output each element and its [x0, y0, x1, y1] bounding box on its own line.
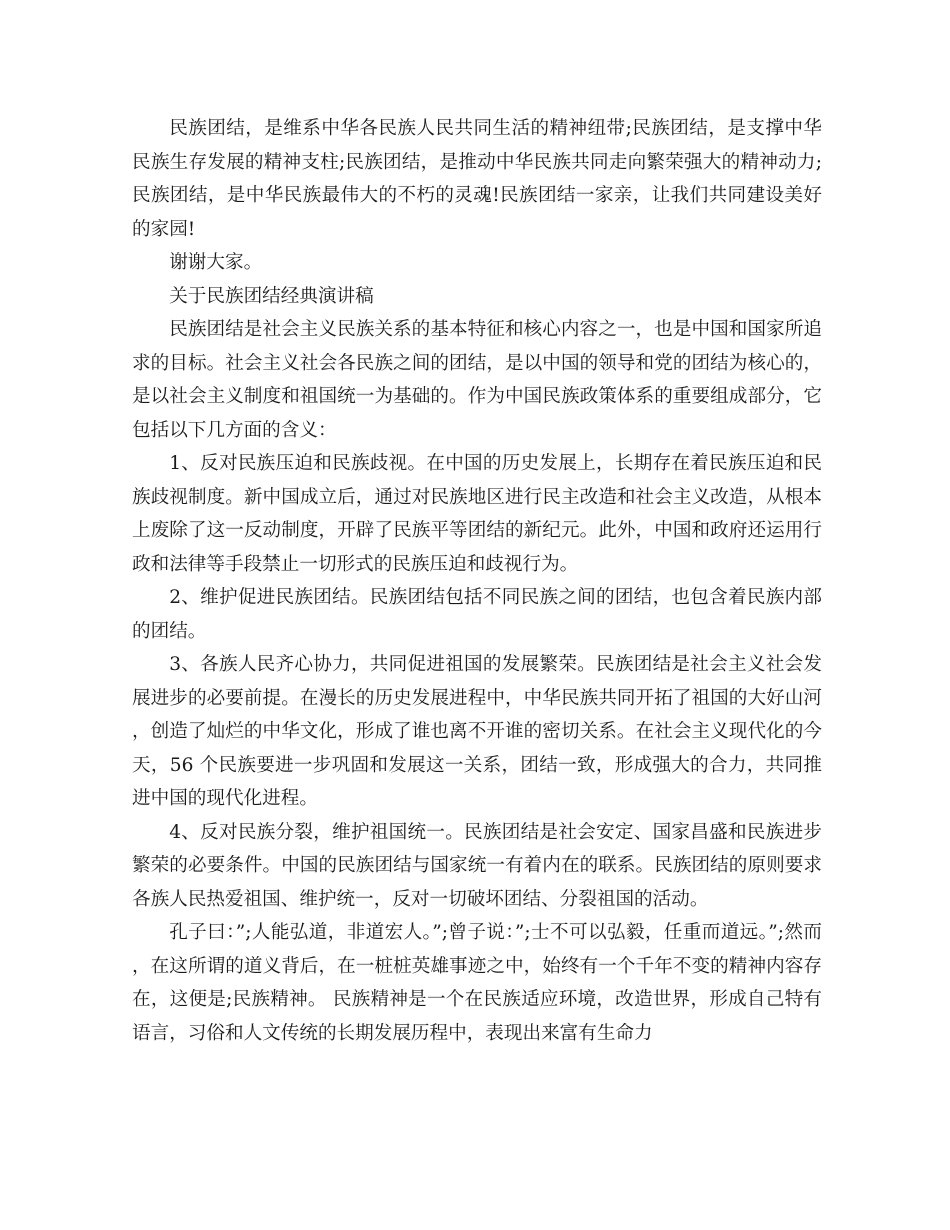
- paragraph-point-4: 4、反对民族分裂，维护祖国统一。民族团结是社会安定、国家昌盛和民族进步繁荣的必要条件。中国的民族团结与国家统一有着内在的联系。民族团结的原则要求各族人民热爱祖国、维护统一，反对一切破坏团结、分裂祖国的活动。: [132, 821, 822, 910]
- paragraph-point-2: 2、维护促进民族团结。民族团结包括不同民族之间的团结，也包含着民族内部的团结。: [132, 587, 822, 642]
- paragraph-point-1: 1、反对民族压迫和民族歧视。在中国的历史发展上，长期存在着民族压迫和民族歧视制度。新中国成立后，通过对民族地区进行民主改造和社会主义改造，从根本上废除了这一反动制度，开辟了民族平等团结的新纪元。此外，中国和政府还运用行政和法律等手段禁止一切形式的民族压迫和歧视行为。: [132, 453, 822, 575]
- section-heading: 关于民族团结经典演讲稿: [169, 285, 374, 307]
- document-body: [132, 112, 822, 1050]
- paragraph-point-3: 3、各族人民齐心协力，共同促进祖国的发展繁荣。民族团结是社会主义社会发展进步的必要前提。在漫长的历史发展进程中，中华民族共同开拓了祖国的大好山河，创造了灿烂的中华文化，形成了谁也离不开谁的密切关系。在社会主义现代化的今天，56 个民族要进一步巩固和发展这一关系，团结一致，形成强大的合力，共同推进中国的现代化进程。: [132, 654, 822, 809]
- paragraph-national-spirit: 孔子曰：”;人能弘道，非道宏人。”;曾子说：”;士不可以弘毅，任重而道远。”;然而，在这所谓的道义背后，在一桩桩英雄事迹之中，始终有一个千年不变的精神内容存在，这便是;民族精神。 民族精神是一个在民族适应环境，改造世界，形成自己特有语言，习俗和人文传统的长期发展历程中，表现出来富有生命力: [132, 922, 822, 1044]
- paragraph-closing-appeal: 民族团结，是维系中华各民族人民共同生活的精神纽带;民族团结，是支撑中华民族生存发展的精神支柱;民族团结，是推动中华民族共同走向繁荣强大的精神动力;民族团结，是中华民族最伟大的不朽的灵魂!民族团结一家亲，让我们共同建设美好的家园!: [132, 118, 822, 240]
- paragraph-thanks: 谢谢大家。: [169, 252, 263, 273]
- paragraph-introduction: 民族团结是社会主义民族关系的基本特征和核心内容之一，也是中国和国家所追求的目标。社会主义社会各民族之间的团结，是以中国的领导和党的团结为核心的，是以社会主义制度和祖国统一为基础的。作为中国民族政策体系的重要组成部分，它包括以下几方面的含义：: [132, 319, 822, 441]
